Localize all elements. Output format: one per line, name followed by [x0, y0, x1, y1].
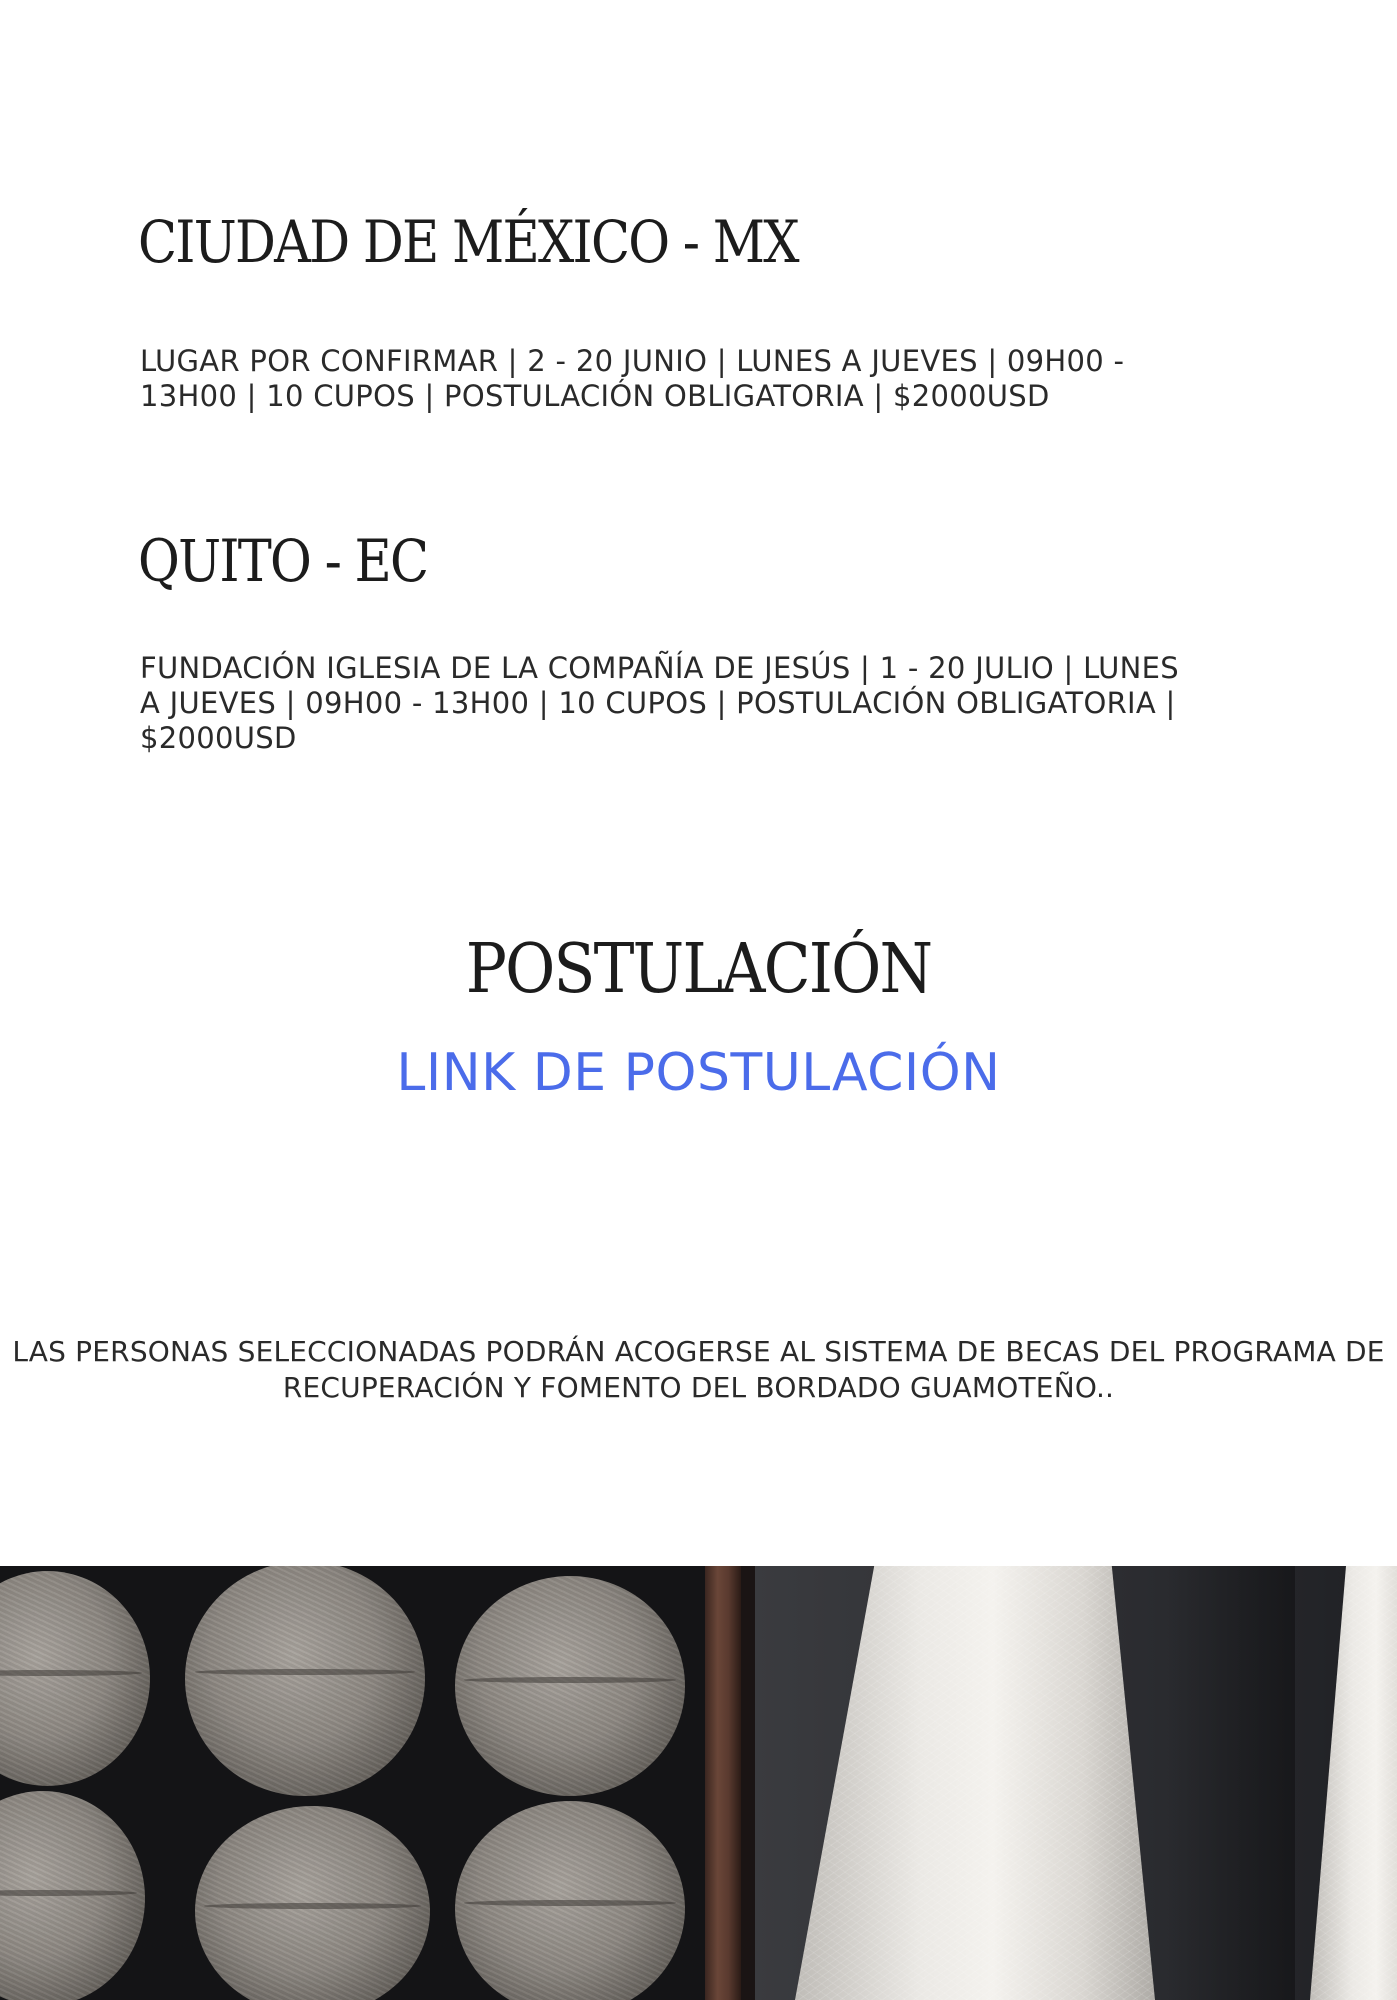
yarn-photo — [0, 1566, 1397, 2000]
yarn-ball — [455, 1801, 685, 2000]
yarn-ball — [0, 1571, 150, 1786]
yarn-cone — [1310, 1566, 1397, 2000]
section-details-mexico: LUGAR POR CONFIRMAR | 2 - 20 JUNIO | LUNES A JUEVES | 09H00 - 13H00 | 10 CUPOS | POSTULACIÓN OBLIGATORIA | $2000USD — [140, 344, 1125, 413]
section-title-quito: QUITO - EC — [138, 527, 428, 595]
yarn-cones-image — [755, 1566, 1397, 2000]
yarn-balls-image — [0, 1566, 705, 2000]
application-link[interactable]: LINK DE POSTULACIÓN — [396, 1043, 1001, 1103]
scholarship-note: LAS PERSONAS SELECCIONADAS PODRÁN ACOGERSE AL SISTEMA DE BECAS DEL PROGRAMA DE RECUPERACIÓN Y FOMENTO DEL BORDADO GUAMOTEÑO.. — [12, 1335, 1385, 1404]
yarn-ball — [455, 1576, 685, 1796]
yarn-ball — [185, 1566, 425, 1796]
wooden-divider — [705, 1566, 741, 2000]
yarn-ball — [0, 1791, 145, 2000]
section-details-quito: FUNDACIÓN IGLESIA DE LA COMPAÑÍA DE JESÚS | 1 - 20 JULIO | LUNES A JUEVES | 09H00 - 13H00 | 10 CUPOS | POSTULACIÓN OBLIGATORIA | $2000USD — [140, 651, 1179, 755]
yarn-cone — [795, 1566, 1155, 2000]
yarn-ball — [195, 1806, 430, 2000]
application-heading: POSTULACIÓN — [465, 930, 932, 1009]
section-title-mexico: CIUDAD DE MÉXICO - MX — [138, 208, 798, 276]
